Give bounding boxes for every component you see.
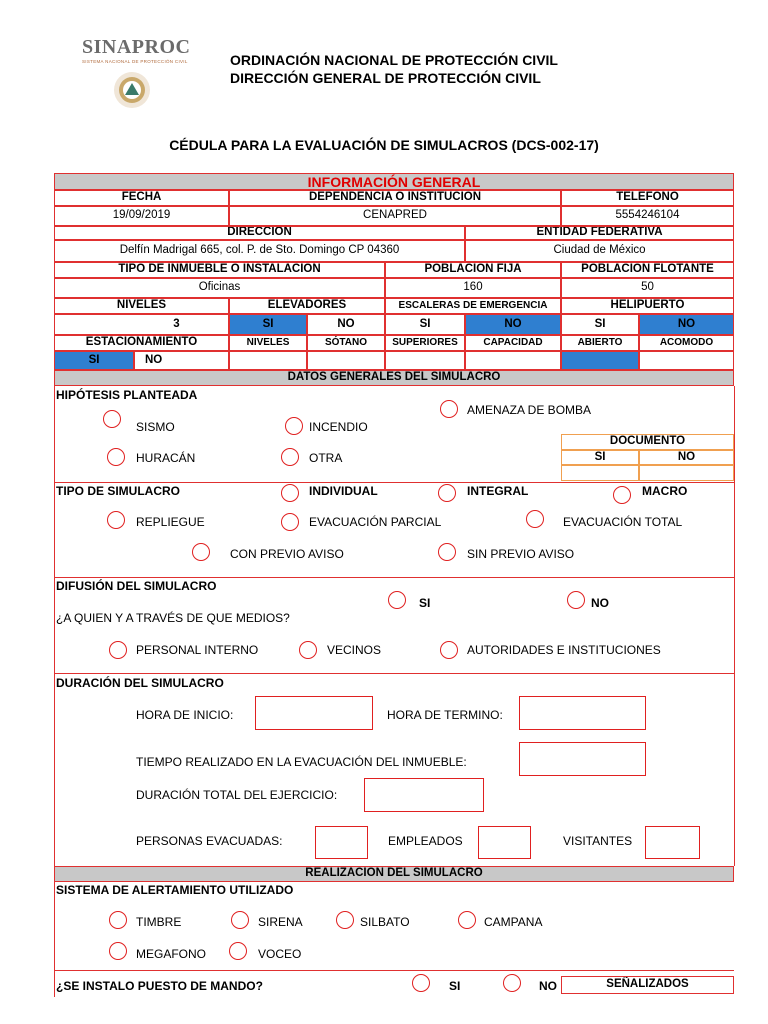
repliegue-label: REPLIEGUE [136,515,205,529]
tipo-inmueble-label: TIPO DE INMUEBLE O INSTALACIÓN [54,262,385,278]
vecinos-label: VECINOS [327,643,382,657]
sub-sotano-label: SÓTANO [307,335,385,351]
sin-previo-aviso-label: SIN PREVIO AVISO [467,547,575,561]
documento-no[interactable]: NO [639,450,734,465]
telefono-label: TELÉFONO [561,190,734,206]
voceo-radio[interactable] [229,942,247,960]
elevadores-label: ELEVADORES [229,298,385,314]
poblacion-fija-label: POBLACIÓN FIJA [385,262,561,278]
voceo-label: VOCEO [258,947,302,961]
difusion-si-radio[interactable] [388,591,406,609]
incendio-radio[interactable] [285,417,303,435]
puesto-si-label: SI [449,979,461,993]
sub-abierto-label: ABIERTO [561,335,639,351]
poblacion-flotante-field[interactable]: 50 [561,278,734,298]
macro-radio[interactable] [613,486,631,504]
section-datos-generales: DATOS GENERALES DEL SIMULACRO [54,370,734,386]
helipuerto-label: HELIPUERTO [561,298,734,314]
huracan-radio[interactable] [107,448,125,466]
tiempo-realizado-input[interactable] [519,742,646,776]
empleados-label: EMPLEADOS [388,834,463,848]
niveles-label: NIVELES [54,298,229,314]
acomodo-value-field[interactable] [639,351,734,370]
sotano-value-field[interactable] [307,351,385,370]
escaleras-si[interactable]: SI [385,314,465,335]
sirena-label: SIRENA [258,915,303,929]
estacionamiento-label: ESTACIONAMIENTO [54,335,229,351]
sin-previo-aviso-radio[interactable] [438,543,456,561]
helipuerto-si[interactable]: SI [561,314,639,335]
hora-inicio-label: HORA DE INICIO: [136,708,234,722]
evacuacion-parcial-radio[interactable] [281,513,299,531]
hipotesis-label: HIPÓTESIS PLANTEADA [56,388,198,402]
huracan-label: HURACÁN [136,451,196,465]
logo-subtitle: SISTEMA NACIONAL DE PROTECCIÓN CIVIL [82,59,188,64]
estacionamiento-si[interactable]: SI [54,351,134,370]
documento-label: DOCUMENTO [561,434,734,450]
poblacion-fija-field[interactable]: 160 [385,278,561,298]
integral-label: INTEGRAL [467,484,529,498]
difusion-si-label: SI [419,596,431,610]
sirena-radio[interactable] [231,911,249,929]
dependencia-field[interactable]: CENAPRED [229,206,561,226]
documento-no-field[interactable] [639,465,734,481]
abierto-value-field[interactable] [561,351,639,370]
repliegue-radio[interactable] [107,511,125,529]
sismo-label: SISMO [136,420,175,434]
niveles-field[interactable]: 3 [54,314,229,335]
divider-tipo [54,482,734,483]
sub-capacidad-label: CAPACIDAD [465,335,561,351]
documento-si[interactable]: SI [561,450,639,465]
duracion-total-input[interactable] [364,778,484,812]
timbre-radio[interactable] [109,911,127,929]
personas-evacuadas-label: PERSONAS EVACUADAS: [136,834,283,848]
difusion-label: DIFUSIÓN DEL SIMULACRO [56,579,217,593]
duracion-label: DURACIÓN DEL SIMULACRO [56,676,224,690]
silbato-label: SILBATO [360,915,410,929]
fecha-field[interactable]: 19/09/2019 [54,206,229,226]
sub-superiores-label: SUPERIORES [385,335,465,351]
tipo-inmueble-field[interactable]: Oficinas [54,278,385,298]
divider-difusion [54,577,734,578]
campana-label: CAMPANA [484,915,543,929]
personal-interno-label: PERSONAL INTERNO [136,643,259,657]
escaleras-no[interactable]: NO [465,314,561,335]
duracion-total-label: DURACIÓN TOTAL DEL EJERCICIO: [136,788,338,802]
otra-label: OTRA [309,451,343,465]
puesto-no-label: NO [539,979,557,993]
evacuacion-total-radio[interactable] [526,510,544,528]
otra-radio[interactable] [281,448,299,466]
empleados-input[interactable] [478,826,531,859]
senalizados-label: SEÑALIZADOS [561,976,734,994]
entidad-label: ENTIDAD FEDERATIVA [465,226,734,240]
individual-radio[interactable] [281,484,299,502]
estacionamiento-no[interactable]: NO [134,351,229,370]
hora-inicio-input[interactable] [255,696,373,730]
autoridades-radio[interactable] [440,641,458,659]
puesto-no-radio[interactable] [503,974,521,992]
vecinos-radio[interactable] [299,641,317,659]
autoridades-label: AUTORIDADES E INSTITUCIONES [467,643,661,657]
difusion-no-label: NO [591,596,609,610]
section-realizacion: REALIZACIÓN DEL SIMULACRO [54,866,734,882]
superiores-value-field[interactable] [385,351,465,370]
con-previo-aviso-radio[interactable] [192,543,210,561]
incendio-label: INCENDIO [309,420,368,434]
a-quien-label: ¿A QUIEN Y A TRAVÉS DE QUE MEDIOS? [56,611,290,625]
direccion-label: DIRECCION [54,226,465,240]
org-line-2: DIRECCIÓN GENERAL DE PROTECCIÓN CIVIL [230,70,541,86]
timbre-label: TIMBRE [136,915,182,929]
integral-radio[interactable] [438,484,456,502]
telefono-field[interactable]: 5554246104 [561,206,734,226]
shield-emblem-icon [108,70,156,110]
elevadores-si[interactable]: SI [229,314,307,335]
elevadores-no[interactable]: NO [307,314,385,335]
evacuacion-parcial-label: EVACUACIÓN PARCIAL [309,515,442,529]
visitantes-input[interactable] [645,826,700,859]
puesto-mando-label: ¿SE INSTALO PUESTO DE MANDO? [56,979,263,993]
sismo-radio[interactable] [103,410,121,428]
poblacion-flotante-label: POBLACIÓN FLOTANTE [561,262,734,278]
puesto-si-radio[interactable] [412,974,430,992]
left-border [54,386,55,866]
personas-evacuadas-input[interactable] [315,826,368,859]
amenaza-bomba-label: AMENAZA DE BOMBA [467,403,592,417]
logo-text: SINAPROC [82,36,191,58]
hora-termino-label: HORA DE TERMINO: [387,708,503,722]
personal-interno-radio[interactable] [109,641,127,659]
campana-radio[interactable] [458,911,476,929]
org-line-1: ORDINACIÓN NACIONAL DE PROTECCIÓN CIVIL [230,52,558,68]
entidad-field[interactable]: Ciudad de México [465,240,734,262]
hora-termino-input[interactable] [519,696,646,730]
section-informacion-general: INFORMACIÓN GENERAL [54,173,734,190]
individual-label: INDIVIDUAL [309,484,378,498]
megafono-label: MEGAFONO [136,947,207,961]
escaleras-label: ESCALERAS DE EMERGENCIA [385,298,561,314]
logo [80,30,200,110]
silbato-radio[interactable] [336,911,354,929]
divider-duracion [54,673,734,674]
tipo-simulacro-label: TIPO DE SIMULACRO [56,484,181,498]
visitantes-label: VISITANTES [563,834,633,848]
sistema-alertamiento-label: SISTEMA DE ALERTAMIENTO UTILIZADO [56,883,294,897]
amenaza-bomba-radio[interactable] [440,400,458,418]
tiempo-realizado-label: TIEMPO REALIZADO EN LA EVACUACIÓN DEL INMUEBLE: [136,755,467,769]
right-border [734,386,735,866]
difusion-no-radio[interactable] [567,591,585,609]
macro-label: MACRO [642,484,688,498]
megafono-radio[interactable] [109,942,127,960]
con-previo-aviso-label: CON PREVIO AVISO [230,547,344,561]
left-border-2 [54,882,55,997]
helipuerto-no[interactable]: NO [639,314,734,335]
evacuacion-total-label: EVACUACIÓN TOTAL [563,515,683,529]
niveles-value-field[interactable] [229,351,307,370]
direccion-field[interactable]: Delfín Madrigal 665, col. P. de Sto. Domingo CP 04360 [54,240,465,262]
capacidad-value-field[interactable] [465,351,561,370]
fecha-label: FECHA [54,190,229,206]
divider-puesto [54,970,734,971]
sub-niveles-label: NIVELES [229,335,307,351]
dependencia-label: DEPENDENCIA O INSTITUCIÓN [229,190,561,206]
sub-acomodo-label: ACOMODO [639,335,734,351]
form-title: CÉDULA PARA LA EVALUACIÓN DE SIMULACROS (DCS-002-17) [169,137,599,153]
documento-si-field[interactable] [561,465,639,481]
